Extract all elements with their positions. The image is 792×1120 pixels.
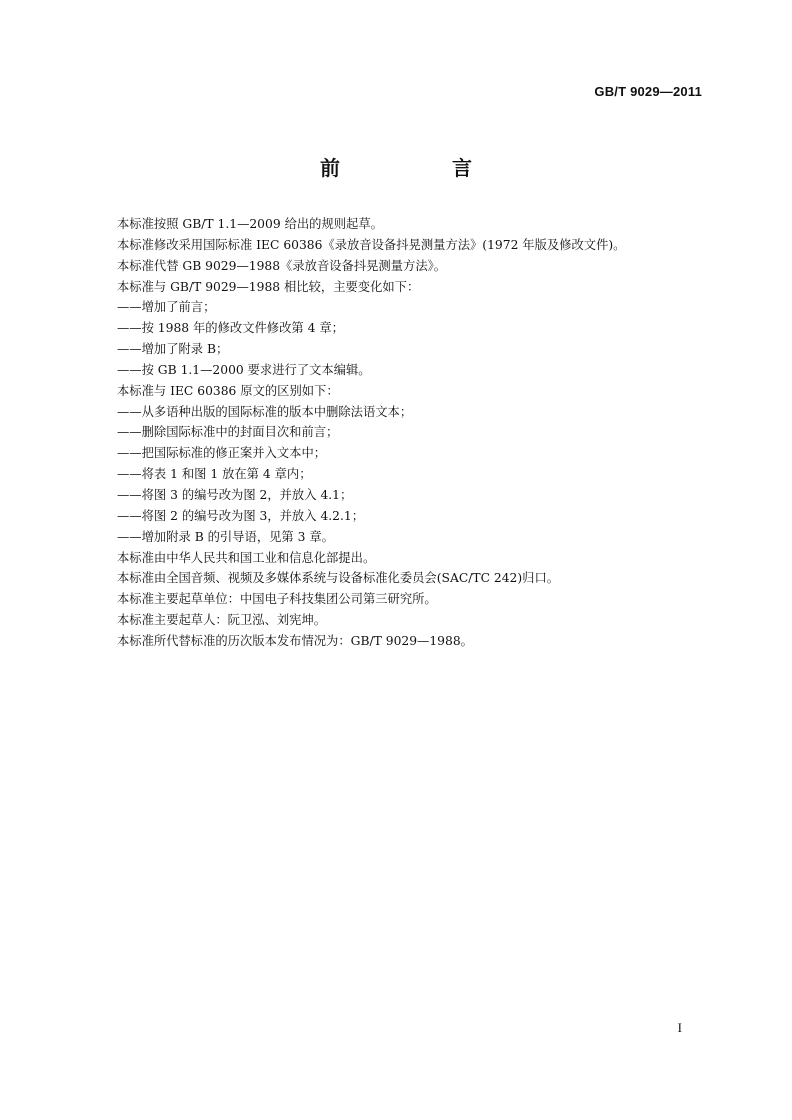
foreword-line: 本标准主要起草人：阮卫泓、刘宪坤。 (117, 613, 327, 628)
foreword-line: ——将图 2 的编号改为图 3，并放入 4.2.1； (117, 508, 365, 523)
foreword-line: ——删除国际标准中的封面目次和前言； (117, 425, 339, 440)
foreword-line: 本标准由全国音频、视频及多媒体系统与设备标准化委员会(SAC/TC 242)归口。 (117, 571, 560, 586)
foreword-line: 本标准修改采用国际标准 IEC 60386《录放音设备抖晃测量方法》(1972 年版及修改文件)。 (117, 237, 626, 252)
foreword-line: ——按 1988 年的修改文件修改第 4 章； (117, 321, 344, 336)
foreword-line: ——增加附录 B 的引导语，见第 3 章。 (117, 529, 334, 544)
foreword-line: ——将表 1 和图 1 放在第 4 章内； (117, 467, 312, 482)
standard-number: GB/T 9029—2011 (594, 84, 702, 99)
page-number: I (677, 1020, 682, 1035)
page-title: 前 言 (320, 156, 518, 180)
foreword-line: 本标准主要起草单位：中国电子科技集团公司第三研究所。 (117, 592, 437, 607)
foreword-line: 本标准代替 GB 9029—1988《录放音设备抖晃测量方法》。 (117, 258, 447, 273)
foreword-line: 本标准所代替标准的历次版本发布情况为：GB/T 9029—1988。 (117, 633, 473, 648)
foreword-body (117, 214, 717, 652)
foreword-line: ——从多语种出版的国际标准的版本中删除法语文本； (117, 404, 413, 419)
foreword-line: 本标准由中华人民共和国工业和信息化部提出。 (117, 550, 376, 565)
foreword-line: ——将图 3 的编号改为图 2，并放入 4.1； (117, 487, 353, 502)
foreword-line: ——把国际标准的修正案并入文本中； (117, 446, 327, 461)
foreword-line: 本标准与 GB/T 9029—1988 相比较，主要变化如下： (117, 279, 420, 294)
foreword-line: 本标准按照 GB/T 1.1—2009 给出的规则起草。 (117, 217, 383, 231)
foreword-line: ——按 GB 1.1—2000 要求进行了文本编辑。 (117, 362, 371, 377)
foreword-line: ——增加了前言； (117, 300, 216, 315)
foreword-line: 本标准与 IEC 60386 原文的区别如下： (117, 383, 339, 398)
foreword-line: ——增加了附录 B； (117, 342, 229, 357)
